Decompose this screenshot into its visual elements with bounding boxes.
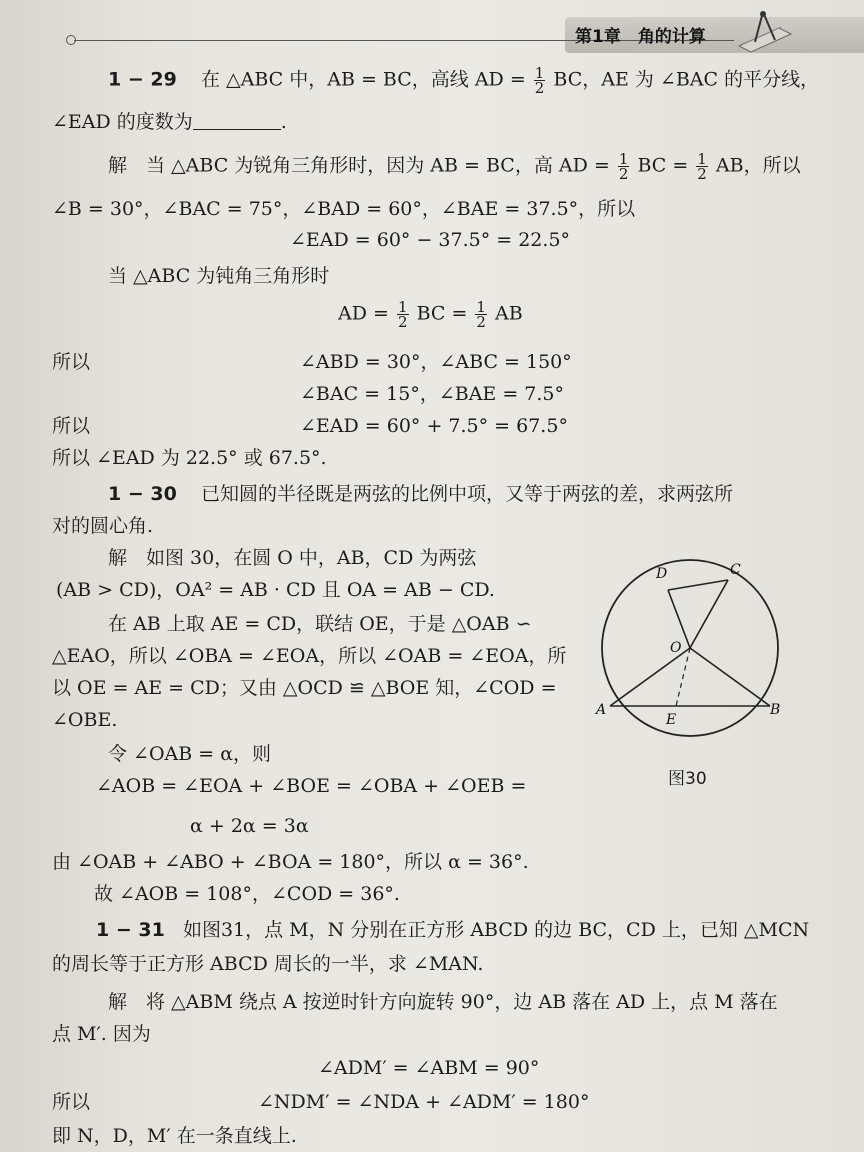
answer-blank bbox=[193, 111, 281, 130]
solution-line: △EAO，所以 ∠OBA = ∠EOA，所以 ∠OAB = ∠EOA，所 bbox=[52, 645, 567, 667]
text-segment: 已知圆的半径既是两弦的比例中项，又等于两弦的差，求两弦所 bbox=[200, 483, 733, 505]
figure-30-circle-diagram bbox=[590, 548, 790, 748]
solution-line: 故 ∠AOB = 108°，∠COD = 36°. bbox=[94, 883, 400, 905]
text-segment: 如图31，点 M，N 分别在正方形 ABCD 的边 BC，CD 上，已知 △MCN bbox=[182, 919, 810, 941]
numerator: 1 bbox=[618, 150, 629, 168]
fraction bbox=[397, 300, 409, 329]
label-D: D bbox=[656, 566, 668, 582]
text-segment: . bbox=[280, 111, 287, 133]
equation-line bbox=[338, 300, 523, 329]
problem-1-31-line-2: 的周长等于正方形 ABCD 周长的一半，求 ∠MAN. bbox=[52, 953, 484, 975]
problem-1-29-line-2 bbox=[52, 110, 287, 134]
denominator: 2 bbox=[697, 165, 707, 183]
solution-line-2: ∠B = 30°，∠BAC = 75°，∠BAD = 60°，∠BAE = 37.5°，所以 bbox=[52, 198, 636, 220]
equation-line: ∠AOB = ∠EOA + ∠BOE = ∠OBA + ∠OEB = bbox=[96, 775, 527, 797]
text-segment: AD = bbox=[338, 302, 389, 325]
solution-line: 即 N，D，M′ 在一条直线上. bbox=[52, 1125, 297, 1147]
equation-line: ∠EAD = 60° − 37.5° = 22.5° bbox=[290, 229, 571, 251]
numerator: 1 bbox=[476, 298, 486, 316]
equation-line: ∠EAD = 60° + 7.5° = 67.5° bbox=[300, 415, 568, 437]
denominator: 2 bbox=[476, 313, 486, 331]
text-segment: BC = bbox=[416, 302, 468, 325]
equation-line: α + 2α = 3α bbox=[190, 815, 309, 837]
solution-line: 点 M′. 因为 bbox=[52, 1023, 151, 1045]
equation-line: ∠ABD = 30°，∠ABC = 150° bbox=[300, 351, 572, 373]
solution-line: 令 ∠OAB = α，则 bbox=[108, 743, 272, 765]
problem-1-31-line-1 bbox=[96, 918, 809, 942]
equation-line: ∠ADM′ = ∠ABM = 90° bbox=[318, 1057, 540, 1079]
numerator: 1 bbox=[397, 298, 408, 316]
fraction bbox=[618, 152, 630, 181]
label-O: O bbox=[670, 640, 682, 656]
fraction bbox=[534, 66, 546, 95]
denominator: 2 bbox=[618, 165, 629, 183]
label-suoyi: 所以 bbox=[52, 415, 91, 437]
conclusion-line: 所以 ∠EAD 为 22.5° 或 67.5°. bbox=[52, 447, 327, 469]
text-segment: ∠EAD 的度数为 bbox=[52, 111, 193, 133]
fraction bbox=[696, 152, 708, 181]
equation-line: ∠BAC = 15°，∠BAE = 7.5° bbox=[300, 383, 565, 405]
solution-line: 解 如图 30，在圆 O 中，AB，CD 为两弦 bbox=[108, 547, 477, 569]
solution-line: 在 AB 上取 AE = CD，联结 OE，于是 △OAB ∽ bbox=[108, 613, 532, 635]
denominator: 2 bbox=[397, 313, 408, 331]
solution-line-1 bbox=[108, 152, 801, 181]
text-segment: AB bbox=[495, 302, 523, 325]
label-B: B bbox=[770, 702, 781, 718]
text-segment: BC = bbox=[637, 154, 689, 177]
denominator: 2 bbox=[534, 79, 545, 97]
equation-line: ∠NDM′ = ∠NDA + ∠ADM′ = 180° bbox=[258, 1091, 590, 1113]
problem-1-30-line-1 bbox=[108, 482, 733, 506]
problem-number: 1 − 29 bbox=[108, 68, 177, 91]
label-C: C bbox=[730, 562, 741, 578]
label-suoyi: 所以 bbox=[52, 351, 91, 373]
solution-line-3: 当 △ABC 为钝角三角形时 bbox=[108, 265, 330, 287]
compass-ruler-icon bbox=[735, 8, 795, 56]
chapter-title: 第1章 角的计算 bbox=[575, 27, 706, 47]
problem-1-30-line-2: 对的圆心角. bbox=[52, 515, 154, 537]
solution-line: ∠OBE. bbox=[52, 709, 118, 731]
label-E: E bbox=[666, 712, 677, 728]
problem-1-29-line-1 bbox=[108, 66, 819, 95]
text-segment: 解 当 △ABC 为锐角三角形时，因为 AB = BC，高 AD = bbox=[108, 154, 610, 177]
solution-line: (AB > CD)，OA² = AB · CD 且 OA = AB − CD. bbox=[56, 579, 495, 601]
solution-line: 以 OE = AE = CD；又由 △OCD ≌ △BOE 知，∠COD = bbox=[52, 677, 557, 699]
solution-line: 由 ∠OAB + ∠ABO + ∠BOA = 180°，所以 α = 36°. bbox=[52, 851, 529, 873]
label-suoyi: 所以 bbox=[52, 1091, 91, 1113]
text-segment: 在 △ABC 中，AB = BC，高线 AD = bbox=[200, 68, 526, 91]
text-segment: AB，所以 bbox=[715, 154, 801, 177]
numerator: 1 bbox=[534, 64, 545, 82]
fraction bbox=[475, 300, 487, 329]
text-segment: BC，AE 为 ∠BAC 的平分线， bbox=[553, 68, 820, 91]
solution-line: 解 将 △ABM 绕点 A 按逆时针方向旋转 90°，边 AB 落在 AD 上，点 M 落在 bbox=[108, 991, 778, 1013]
numerator: 1 bbox=[697, 150, 707, 168]
label-A: A bbox=[596, 702, 607, 718]
problem-number: 1 − 30 bbox=[108, 483, 177, 505]
problem-number: 1 − 31 bbox=[96, 919, 165, 941]
figure-30-caption: 图30 bbox=[668, 769, 707, 789]
